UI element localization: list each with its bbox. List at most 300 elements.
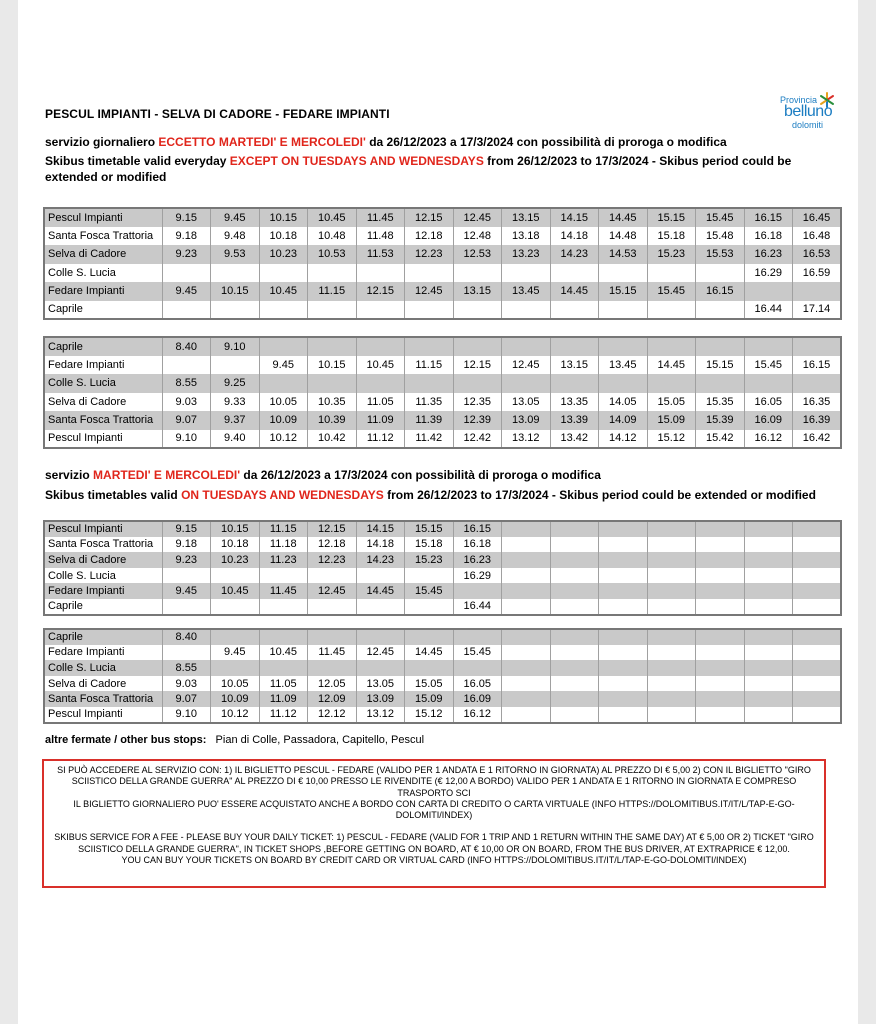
time-cell: [211, 301, 260, 320]
time-cell: 16.09: [744, 411, 793, 430]
time-cell: [696, 660, 745, 676]
time-cell: 16.09: [453, 691, 502, 707]
time-cell: 11.39: [405, 411, 454, 430]
time-cell: [211, 264, 260, 283]
time-cell: 12.48: [453, 227, 502, 246]
time-cell: 10.05: [211, 676, 260, 692]
section1-english-heading: [45, 153, 845, 185]
time-cell: 9.23: [162, 552, 211, 568]
time-cell: [647, 676, 696, 692]
section2-en-pre: Skibus timetables valid: [45, 488, 182, 502]
stop-name-cell: Santa Fosca Trattoria: [44, 691, 162, 707]
time-cell: 15.15: [696, 356, 745, 375]
time-cell: [793, 676, 842, 692]
time-cell: 10.05: [259, 393, 308, 412]
time-cell: 10.09: [259, 411, 308, 430]
section1-it-pre: servizio giornaliero: [45, 135, 159, 149]
time-cell: [599, 337, 648, 356]
time-cell: [453, 301, 502, 320]
stop-name-cell: Pescul Impianti: [48, 432, 123, 445]
time-cell: [696, 337, 745, 356]
time-cell: [696, 521, 745, 537]
time-cell: [259, 301, 308, 320]
time-cell: 10.15: [211, 521, 260, 537]
time-cell: 14.18: [356, 537, 405, 553]
time-cell: 16.59: [793, 264, 842, 283]
time-cell: [599, 599, 648, 615]
time-cell: [550, 691, 599, 707]
table-row: [44, 430, 841, 449]
time-cell: 11.53: [356, 245, 405, 264]
time-cell: [647, 521, 696, 537]
table-row: [44, 537, 841, 553]
time-cell: [308, 568, 357, 584]
time-cell: [647, 629, 696, 645]
time-cell: 16.18: [453, 537, 502, 553]
time-cell: 16.15: [744, 208, 793, 227]
time-cell: 10.45: [356, 356, 405, 375]
time-cell: 10.09: [211, 691, 260, 707]
time-cell: 9.45: [211, 208, 260, 227]
time-cell: [453, 264, 502, 283]
document-page: [18, 0, 858, 1024]
time-cell: [793, 645, 842, 661]
time-cell: 15.48: [696, 227, 745, 246]
time-cell: [502, 374, 551, 393]
stop-name-cell: Fedare Impianti: [44, 583, 162, 599]
timetable-tue-wed-return: [43, 628, 842, 724]
time-cell: 11.12: [259, 707, 308, 723]
time-cell: 12.18: [308, 537, 357, 553]
time-cell: 8.40: [162, 337, 211, 356]
time-cell: 16.42: [793, 430, 842, 449]
time-cell: 15.15: [599, 282, 648, 301]
time-cell: 11.45: [308, 645, 357, 661]
time-cell: 12.45: [356, 645, 405, 661]
table-row: [44, 629, 841, 645]
time-cell: 15.53: [696, 245, 745, 264]
time-cell: [259, 568, 308, 584]
time-cell: 10.35: [308, 393, 357, 412]
time-cell: [453, 660, 502, 676]
section1-en-pre: Skibus timetable valid everyday: [45, 154, 230, 168]
table-row: [44, 356, 841, 375]
section2-en-post: from 26/12/2023 to 17/3/2024 - Skibus period could be extended or modified: [383, 488, 816, 502]
time-cell: [259, 660, 308, 676]
time-cell: 12.39: [453, 411, 502, 430]
time-cell: 8.55: [162, 660, 211, 676]
time-cell: 12.45: [308, 583, 357, 599]
time-cell: 16.23: [744, 245, 793, 264]
time-cell: 16.05: [744, 393, 793, 412]
time-cell: [550, 301, 599, 320]
time-cell: 9.15: [162, 521, 211, 537]
time-cell: 10.45: [308, 208, 357, 227]
time-cell: [793, 552, 842, 568]
time-cell: [453, 374, 502, 393]
time-cell: 10.39: [308, 411, 357, 430]
time-cell: [599, 521, 648, 537]
time-cell: 9.25: [211, 374, 260, 393]
time-cell: 13.12: [356, 707, 405, 723]
table-row: [44, 676, 841, 692]
notice-italian-tickets: SI PUÒ ACCEDERE AL SERVIZIO CON: 1) IL BIGLIETTO PESCUL - FEDARE (VALIDO PER 1 ANDATA E 1 RITORNO IN GIORNATA) AL PREZZO DI € 5,00 2) CON IL BIGLIETTO "GIRO SCIISTICO DELLA GRANDE GUERRA" AL PREZZO DI € 10,00 PRESSO LE RIVENDITE (€ 12,00 A BORDO) VALIDO PER 1 ANDATA E 1 RITORNO IN GIORNATA E COMPRESO TRASPORTO SCI: [57, 765, 811, 798]
time-cell: [162, 264, 211, 283]
time-cell: 9.18: [162, 227, 211, 246]
time-cell: 15.45: [744, 356, 793, 375]
time-cell: 11.09: [259, 691, 308, 707]
time-cell: 16.29: [744, 264, 793, 283]
time-cell: [696, 301, 745, 320]
stop-name-cell: Pescul Impianti: [44, 208, 162, 227]
time-cell: [502, 676, 551, 692]
table-row: [44, 227, 841, 246]
time-cell: [259, 337, 308, 356]
time-cell: [744, 374, 793, 393]
viewer-right-margin: [858, 0, 876, 1024]
time-cell: 10.15: [211, 282, 260, 301]
table-row: [44, 599, 841, 615]
time-cell: [308, 660, 357, 676]
time-cell: 15.18: [647, 227, 696, 246]
time-cell: 14.23: [356, 552, 405, 568]
time-cell: [453, 629, 502, 645]
time-cell: [502, 264, 551, 283]
time-cell: 9.10: [162, 430, 211, 449]
time-cell: 9.07: [162, 411, 211, 430]
time-cell: [550, 707, 599, 723]
time-cell: 15.15: [647, 208, 696, 227]
table-row: [44, 264, 841, 283]
time-cell: [356, 599, 405, 615]
time-cell: 15.23: [405, 552, 454, 568]
time-cell: 12.15: [405, 208, 454, 227]
time-cell: [502, 568, 551, 584]
time-cell: [793, 521, 842, 537]
time-cell: 9.45: [162, 583, 211, 599]
ticket-notice-box: [42, 759, 826, 888]
logo-provincia-text: Provincia: [780, 95, 818, 105]
time-cell: [162, 301, 211, 320]
time-cell: 12.15: [356, 282, 405, 301]
time-cell: 15.42: [696, 430, 745, 449]
time-cell: [259, 374, 308, 393]
section2-it-post: da 26/12/2023 a 17/3/2024 con possibilità di proroga o modifica: [240, 468, 601, 482]
time-cell: [599, 660, 648, 676]
table-row: [44, 691, 841, 707]
stop-name-cell: Caprile: [48, 600, 83, 613]
time-cell: [696, 568, 745, 584]
time-cell: [550, 645, 599, 661]
time-cell: [647, 537, 696, 553]
table-row: [44, 660, 841, 676]
table-row: [44, 568, 841, 584]
time-cell: 14.15: [356, 521, 405, 537]
time-cell: 10.15: [308, 356, 357, 375]
time-cell: [211, 660, 260, 676]
time-cell: 14.45: [405, 645, 454, 661]
time-cell: [793, 568, 842, 584]
time-cell: [550, 676, 599, 692]
time-cell: [744, 629, 793, 645]
section1-it-red: ECCETTO MARTEDI' E MERCOLEDI': [158, 135, 366, 149]
stop-name-cell: Caprile: [44, 337, 162, 356]
time-cell: [502, 301, 551, 320]
time-cell: [453, 337, 502, 356]
time-cell: [259, 629, 308, 645]
time-cell: [599, 676, 648, 692]
time-cell: [502, 552, 551, 568]
time-cell: [502, 660, 551, 676]
time-cell: [405, 374, 454, 393]
time-cell: [502, 629, 551, 645]
time-cell: 16.18: [744, 227, 793, 246]
notice-english-onboard: YOU CAN BUY YOUR TICKETS ON BOARD BY CREDIT CARD OR VIRTUAL CARD (INFO HTTPS://DOLOMITIBUS.IT/IT/L/TAP-E-GO-DOLOMITI/INDEX): [121, 855, 747, 866]
time-cell: [744, 583, 793, 599]
section2-it-pre: servizio: [45, 468, 94, 482]
time-cell: [647, 552, 696, 568]
time-cell: [550, 552, 599, 568]
time-cell: [744, 691, 793, 707]
time-cell: [308, 599, 357, 615]
time-cell: [599, 583, 648, 599]
time-cell: 13.42: [550, 430, 599, 449]
time-cell: [599, 645, 648, 661]
page-title: PESCUL IMPIANTI - SELVA DI CADORE - FEDARE IMPIANTI: [45, 107, 390, 121]
logo-belluno-text: belluno: [784, 103, 833, 120]
time-cell: 13.35: [550, 393, 599, 412]
time-cell: 11.35: [405, 393, 454, 412]
time-cell: [502, 645, 551, 661]
time-cell: 13.18: [502, 227, 551, 246]
time-cell: [744, 660, 793, 676]
time-cell: 11.09: [356, 411, 405, 430]
time-cell: 14.12: [599, 430, 648, 449]
time-cell: 9.03: [162, 393, 211, 412]
time-cell: 13.05: [356, 676, 405, 692]
time-cell: 8.40: [162, 629, 211, 645]
time-cell: [793, 282, 842, 301]
stop-name-cell: Colle S. Lucia: [48, 569, 116, 582]
time-cell: [502, 707, 551, 723]
time-cell: [502, 537, 551, 553]
stop-name-cell: Fedare Impianti: [44, 282, 162, 301]
time-cell: [599, 374, 648, 393]
time-cell: 11.48: [356, 227, 405, 246]
time-cell: [550, 374, 599, 393]
time-cell: 13.05: [502, 393, 551, 412]
time-cell: 10.15: [259, 208, 308, 227]
time-cell: 10.23: [211, 552, 260, 568]
time-cell: 13.15: [550, 356, 599, 375]
section1-italian-heading: [45, 134, 727, 150]
stop-name-cell: Pescul Impianti: [48, 708, 123, 721]
other-bus-stops: [45, 734, 424, 746]
time-cell: 12.45: [405, 282, 454, 301]
time-cell: [696, 537, 745, 553]
time-cell: [356, 301, 405, 320]
time-cell: 9.45: [211, 645, 260, 661]
timetable-tue-wed-outbound: [43, 520, 842, 616]
time-cell: [550, 629, 599, 645]
time-cell: 10.12: [259, 430, 308, 449]
time-cell: 16.15: [453, 521, 502, 537]
time-cell: [162, 568, 211, 584]
other-stops-value: Pian di Colle, Passadora, Capitello, Pescul: [215, 734, 425, 746]
time-cell: 10.53: [308, 245, 357, 264]
time-cell: [356, 374, 405, 393]
stop-name-cell: Santa Fosca Trattoria: [48, 229, 154, 242]
stop-name-cell: Fedare Impianti: [48, 358, 125, 371]
time-cell: [696, 707, 745, 723]
time-cell: [502, 583, 551, 599]
time-cell: 12.35: [453, 393, 502, 412]
time-cell: 11.15: [405, 356, 454, 375]
stop-name-cell: Caprile: [48, 303, 83, 316]
time-cell: [647, 599, 696, 615]
time-cell: 9.33: [211, 393, 260, 412]
table-row: [44, 583, 841, 599]
time-cell: 15.45: [405, 583, 454, 599]
time-cell: [550, 537, 599, 553]
time-cell: 15.15: [405, 521, 454, 537]
time-cell: [793, 337, 842, 356]
viewer-left-margin: [0, 0, 18, 1024]
time-cell: 12.12: [308, 707, 357, 723]
time-cell: 14.45: [356, 583, 405, 599]
time-cell: 11.45: [259, 583, 308, 599]
time-cell: 16.39: [793, 411, 842, 430]
notice-italian-onboard: IL BIGLIETTO GIORNALIERO PUO' ESSERE ACQUISTATO ANCHE A BORDO CON CARTA DI CREDITO O CARTA VIRTUALE (INFO HTTPS://DOLOMITIBUS.IT/IT/L/TAP-E-GO-DOLOMITI/INDEX): [73, 798, 795, 821]
time-cell: 16.44: [744, 301, 793, 320]
time-cell: [502, 337, 551, 356]
time-cell: [211, 356, 260, 375]
time-cell: 16.53: [793, 245, 842, 264]
table-row: [44, 374, 841, 393]
time-cell: 11.45: [356, 208, 405, 227]
time-cell: [211, 568, 260, 584]
time-cell: 15.09: [405, 691, 454, 707]
section2-it-red: MARTEDI' E MERCOLEDI': [93, 468, 241, 482]
time-cell: 16.15: [793, 356, 842, 375]
time-cell: [599, 707, 648, 723]
time-cell: [793, 583, 842, 599]
time-cell: [308, 374, 357, 393]
time-cell: 12.42: [453, 430, 502, 449]
time-cell: 14.18: [550, 227, 599, 246]
logo-dolomiti-text: dolomiti: [792, 120, 824, 130]
table-row: [44, 411, 841, 430]
time-cell: 10.45: [259, 282, 308, 301]
time-cell: 15.12: [647, 430, 696, 449]
time-cell: [793, 691, 842, 707]
time-cell: 14.05: [599, 393, 648, 412]
time-cell: 14.09: [599, 411, 648, 430]
time-cell: [405, 301, 454, 320]
timetable-daily-outbound: [43, 207, 842, 320]
section2-en-red: ON TUESDAYS AND WEDNESDAYS: [181, 488, 384, 502]
time-cell: 14.15: [550, 208, 599, 227]
time-cell: [647, 707, 696, 723]
time-cell: 9.37: [211, 411, 260, 430]
time-cell: [502, 691, 551, 707]
time-cell: [550, 568, 599, 584]
time-cell: 16.12: [453, 707, 502, 723]
time-cell: 12.23: [308, 552, 357, 568]
time-cell: 15.09: [647, 411, 696, 430]
time-cell: [744, 521, 793, 537]
time-cell: 14.45: [647, 356, 696, 375]
time-cell: [211, 599, 260, 615]
section1-en-red: EXCEPT ON TUESDAYS AND WEDNESDAYS: [229, 154, 484, 168]
time-cell: 10.12: [211, 707, 260, 723]
time-cell: 9.10: [211, 337, 260, 356]
time-cell: [502, 599, 551, 615]
section2-italian-heading: [45, 467, 601, 483]
time-cell: [599, 568, 648, 584]
time-cell: [696, 599, 745, 615]
logo-star-icon: [819, 92, 835, 108]
time-cell: [405, 264, 454, 283]
time-cell: [259, 264, 308, 283]
stop-name-cell: Pescul Impianti: [44, 521, 162, 537]
time-cell: 15.05: [647, 393, 696, 412]
time-cell: [308, 629, 357, 645]
time-cell: 9.10: [162, 707, 211, 723]
time-cell: 9.23: [162, 245, 211, 264]
stop-name-cell: Selva di Cadore: [48, 395, 127, 408]
time-cell: [793, 660, 842, 676]
time-cell: [793, 629, 842, 645]
time-cell: 15.12: [405, 707, 454, 723]
time-cell: [550, 264, 599, 283]
timetable-daily-return: [43, 336, 842, 449]
time-cell: [308, 337, 357, 356]
time-cell: 9.03: [162, 676, 211, 692]
time-cell: [162, 645, 211, 661]
notice-english-tickets: SKIBUS SERVICE FOR A FEE - PLEASE BUY YOUR DAILY TICKET: 1) PESCUL - FEDARE (VALID FOR 1 TRIP AND 1 RETURN WITHIN THE SAME DAY) AT € 5,00 OR 2) TICKET "GIRO SCIISTICO DELLA GRANDE GUERRA", IN TICKET SHOPS ,BEFORE GETTING ON BOARD, AT € 10,00 OR ON BOARD, FROM THE BUS DRIVER, AT EXTRAPRICE € 12,00.: [54, 832, 814, 854]
time-cell: 13.12: [502, 430, 551, 449]
time-cell: [744, 568, 793, 584]
time-cell: [599, 537, 648, 553]
time-cell: 12.15: [453, 356, 502, 375]
time-cell: 9.07: [162, 691, 211, 707]
time-cell: [744, 645, 793, 661]
time-cell: 16.48: [793, 227, 842, 246]
stop-name-cell: Fedare Impianti: [48, 646, 125, 659]
section2-english-heading: [45, 487, 845, 503]
time-cell: 15.45: [647, 282, 696, 301]
time-cell: 16.15: [696, 282, 745, 301]
time-cell: 11.05: [259, 676, 308, 692]
time-cell: [550, 660, 599, 676]
time-cell: [744, 282, 793, 301]
time-cell: 14.23: [550, 245, 599, 264]
time-cell: 11.05: [356, 393, 405, 412]
time-cell: [405, 629, 454, 645]
time-cell: [647, 691, 696, 707]
section1-it-post: da 26/12/2023 a 17/3/2024 con possibilità di proroga o modifica: [365, 135, 727, 149]
time-cell: 14.45: [599, 208, 648, 227]
time-cell: 16.44: [453, 599, 502, 615]
time-cell: 9.18: [162, 537, 211, 553]
time-cell: [793, 599, 842, 615]
table-row: [44, 393, 841, 412]
time-cell: 13.09: [502, 411, 551, 430]
time-cell: [647, 337, 696, 356]
time-cell: [405, 599, 454, 615]
time-cell: [162, 356, 211, 375]
